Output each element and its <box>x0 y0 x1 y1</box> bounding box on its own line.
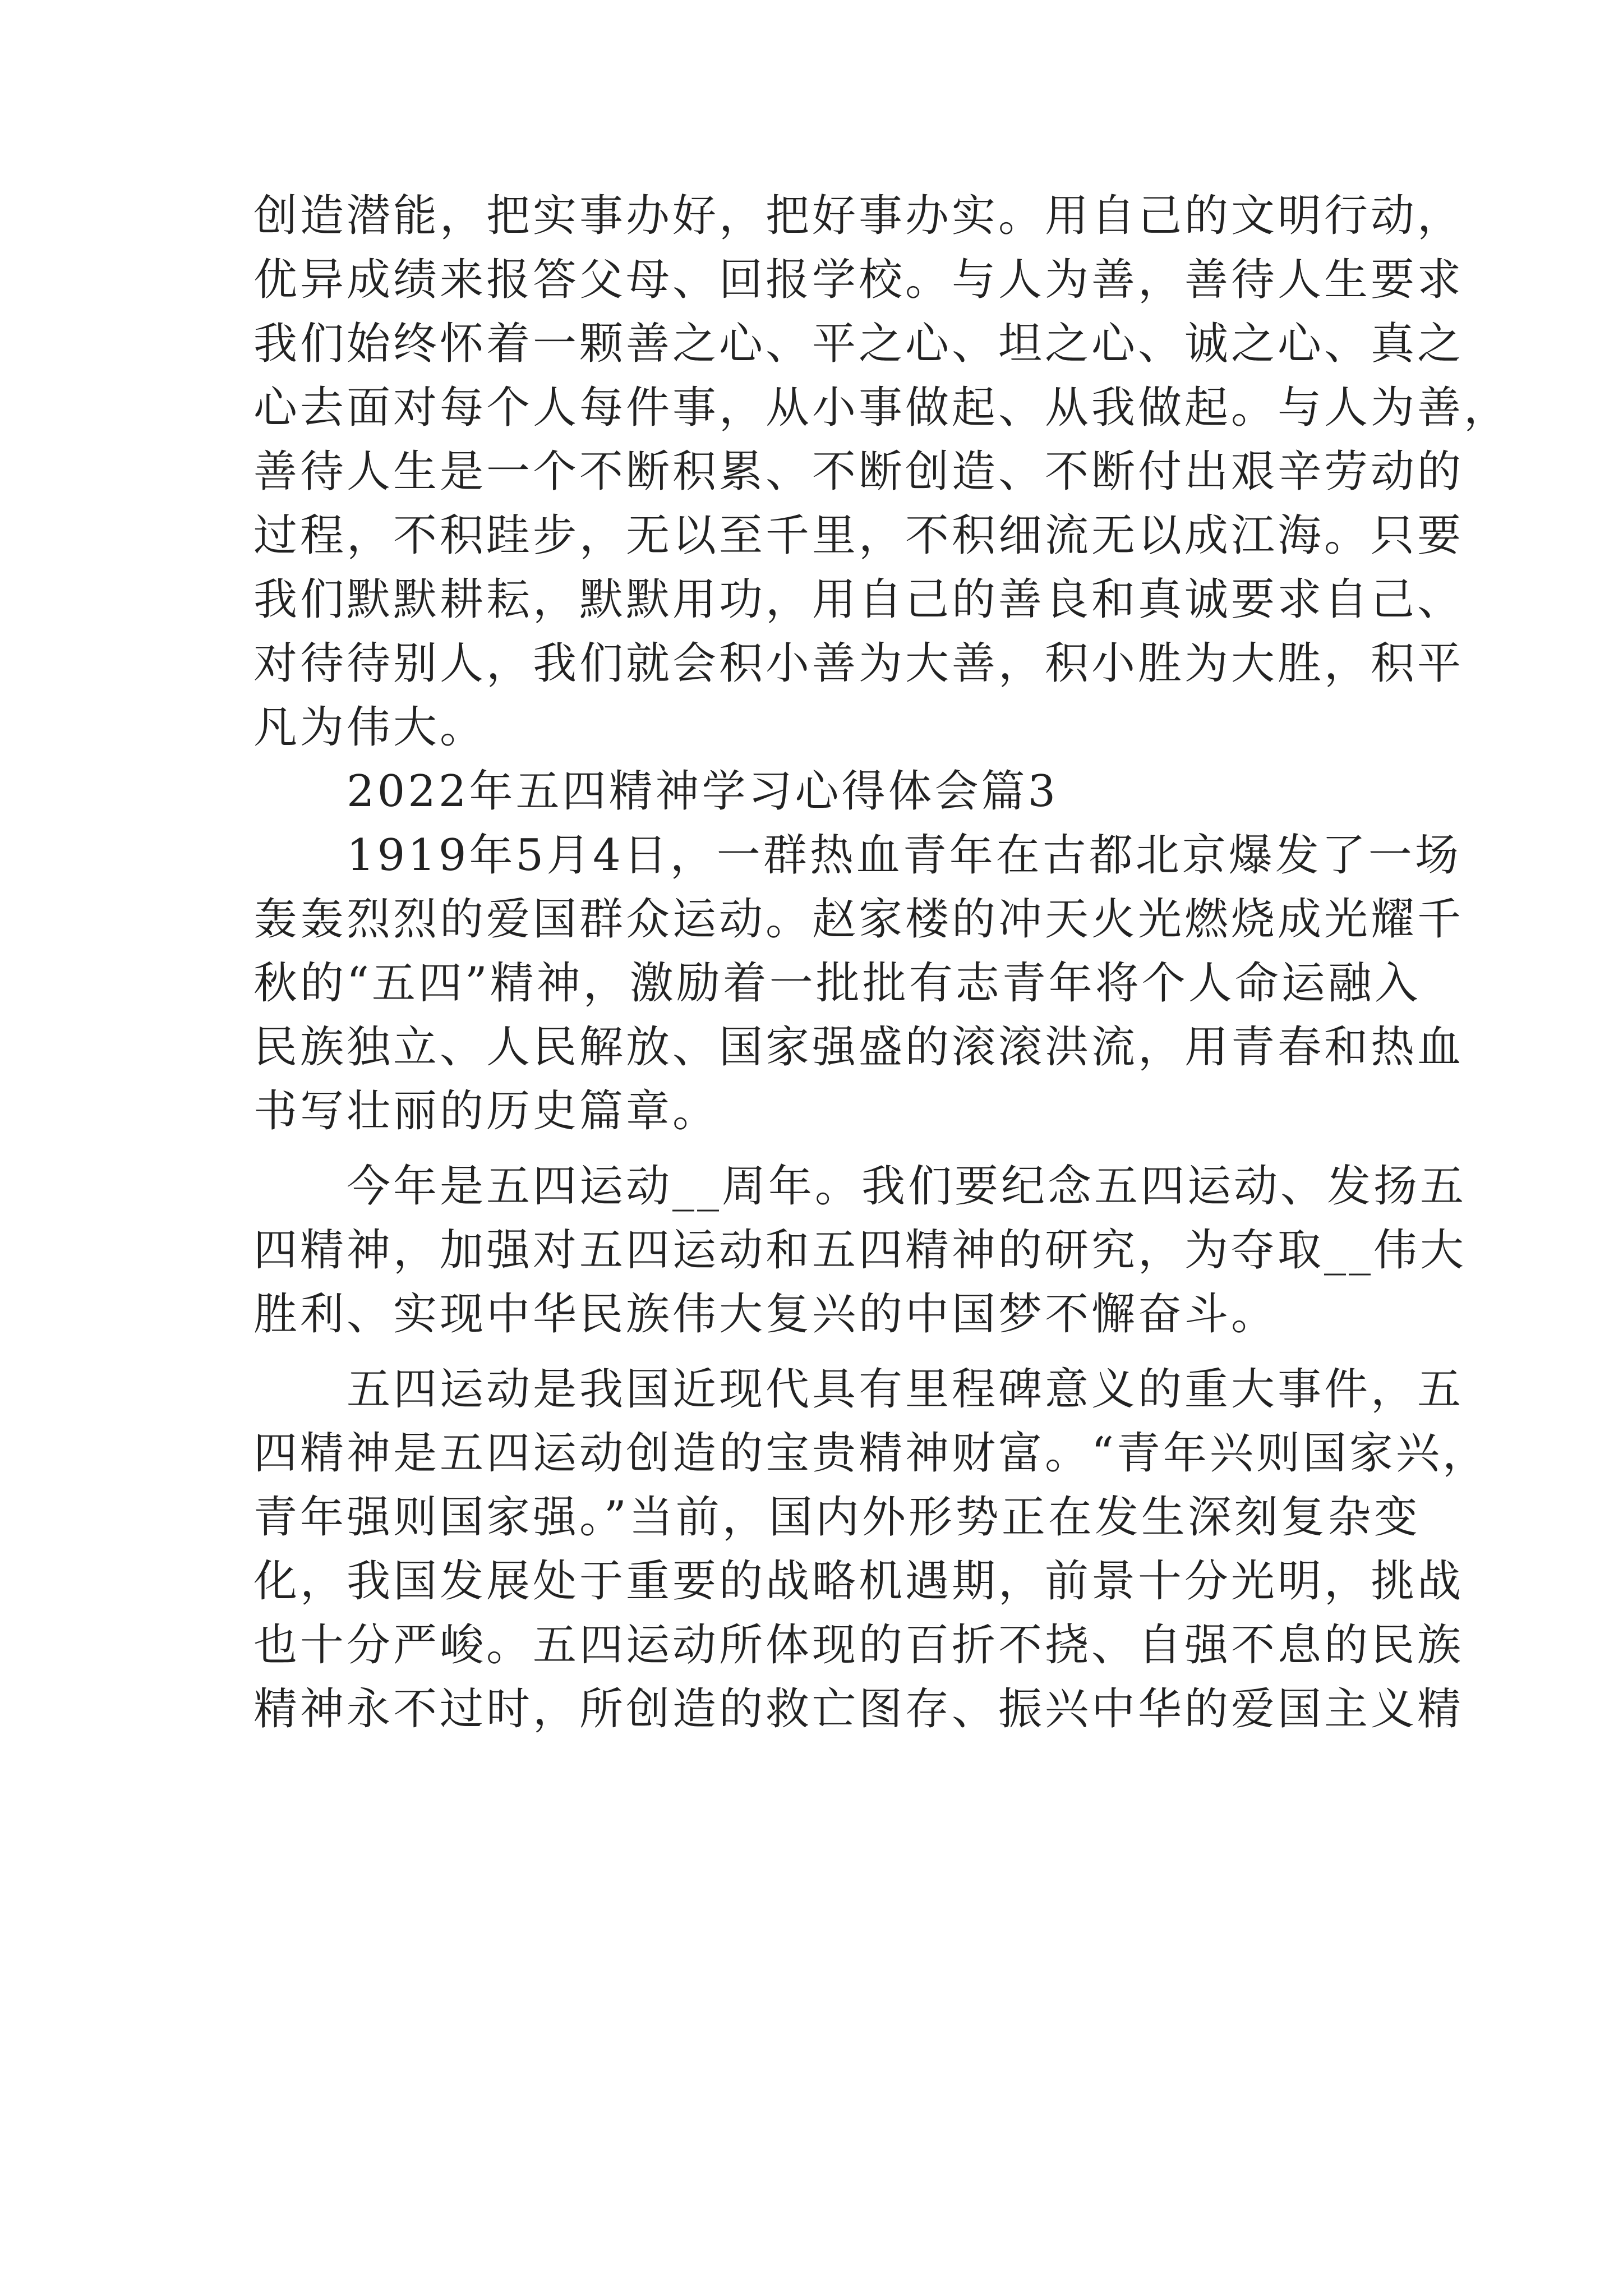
text-line: 胜利、实现中华民族伟大复兴的中国梦不懈奋斗。 <box>253 1289 1278 1340</box>
text-line: 善待人生是一个不断积累、不断创造、不断付出艰辛劳动的 <box>253 447 1464 497</box>
text-line: 化，我国发展处于重要的战略机遇期，前景十分光明，挑战 <box>253 1556 1464 1607</box>
text-line: 1919年5月4日，一群热血青年在古都北京爆发了一场 <box>253 830 1461 881</box>
text-line: 我们默默耕耘，默默用功，用自己的善良和真诚要求自己、 <box>253 574 1464 625</box>
text-line: 过程，不积跬步，无以至千里，不积细流无以成江海。只要 <box>253 510 1464 561</box>
section-heading: 2022年五四精神学习心得体会篇3 <box>253 766 1059 817</box>
text-line: 优异成绩来报答父母、回报学校。与人为善，善待人生要求 <box>253 255 1464 305</box>
text-line: 四精神，加强对五四运动和五四精神的研究，为夺取__伟大 <box>253 1225 1467 1276</box>
text-line: 我们始终怀着一颗善之心、平之心、坦之心、诚之心、真之 <box>253 319 1464 369</box>
text-line: 书写壮丽的历史篇章。 <box>253 1086 720 1137</box>
text-line: 创造潜能，把实事办好，把好事办实。用自己的文明行动， <box>253 191 1464 241</box>
text-line: 今年是五四运动__周年。我们要纪念五四运动、发扬五 <box>253 1161 1467 1212</box>
text-line: 五四运动是我国近现代具有里程碑意义的重大事件，五 <box>253 1364 1464 1415</box>
text-line: 四精神是五四运动创造的宝贵精神财富。“青年兴则国家兴， <box>253 1428 1489 1479</box>
text-line: 秋的“五四”精神，激励着一批批有志青年将个人命运融入 <box>253 958 1421 1009</box>
text-line: 心去面对每个人每件事，从小事做起、从我做起。与人为善， <box>253 383 1511 433</box>
text-line: 轰轰烈烈的爱国群众运动。赵家楼的冲天火光燃烧成光耀千 <box>253 894 1464 945</box>
text-line: 凡为伟大。 <box>253 702 487 753</box>
text-line: 对待待别人，我们就会积小善为大善，积小胜为大胜，积平 <box>253 638 1464 689</box>
text-line: 民族独立、人民解放、国家强盛的滚滚洪流，用青春和热血 <box>253 1022 1464 1073</box>
text-line: 精神永不过时，所创造的救亡图存、振兴中华的爱国主义精 <box>253 1684 1464 1734</box>
document-body <box>253 184 1511 1741</box>
text-line: 也十分严峻。五四运动所体现的百折不挠、自强不息的民族 <box>253 1620 1464 1671</box>
text-line: 青年强则国家强。”当前，国内外形势正在发生深刻复杂变 <box>253 1492 1421 1543</box>
